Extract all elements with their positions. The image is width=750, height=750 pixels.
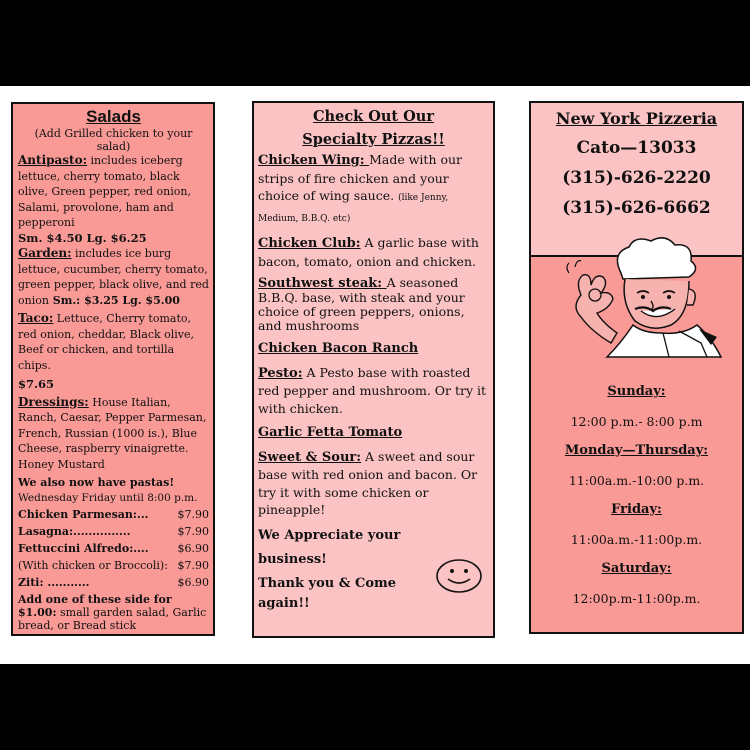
chicken-wing-item bbox=[258, 151, 489, 228]
hours-time: 12:00p.m-11:00p.m. bbox=[572, 591, 701, 606]
hours-day: Monday—Thursday: bbox=[564, 443, 709, 458]
city-zip: Cato—13033 bbox=[576, 138, 697, 158]
sweet-sour-label: Sweet & Sour: bbox=[258, 449, 362, 465]
garden-price: Sm.: $3.25 Lg. $5.00 bbox=[48, 293, 180, 307]
pasta-row bbox=[18, 557, 209, 574]
pasta-name: Fettuccini Alfredo:.... bbox=[18, 542, 149, 555]
taco-desc: Lettuce, Cherry tomato, red onion, cheddar, Black olive, Beef or chicken, and tortilla chips. bbox=[18, 312, 195, 372]
pasta-price: $6.90 bbox=[177, 576, 209, 589]
hours-day: Friday: bbox=[611, 502, 662, 517]
side-item bbox=[18, 593, 209, 632]
salads-title: Salads bbox=[86, 107, 141, 126]
pasta-price: $6.90 bbox=[177, 542, 209, 555]
pasta-days: Wednesday Friday until 8:00 p.m. bbox=[18, 491, 198, 504]
southwest-item bbox=[258, 276, 489, 333]
southwest-label: Southwest steak: bbox=[258, 276, 387, 291]
antipasto-item bbox=[18, 153, 209, 231]
dressings-item bbox=[18, 395, 209, 473]
bacon-ranch-label: Chicken Bacon Ranch bbox=[258, 341, 419, 356]
garden-label: Garden: bbox=[18, 246, 72, 260]
bacon-ranch-item bbox=[258, 339, 489, 358]
hours-time: 12:00 p.m.- 8:00 p.m bbox=[570, 414, 703, 429]
info-panel bbox=[529, 101, 744, 634]
restaurant-name: New York Pizzeria bbox=[555, 109, 718, 128]
pasta-row bbox=[18, 523, 209, 540]
pasta-name: Ziti: ........... bbox=[18, 576, 90, 589]
antipasto-desc: includes iceberg lettuce, cherry tomato, black olive, Green pepper, red onion, Salami, provolone, ham and pepperoni bbox=[18, 154, 191, 229]
pasta-name: Chicken Parmesan:... bbox=[18, 508, 149, 521]
pesto-item bbox=[258, 364, 489, 418]
salads-note: (Add Grilled chicken to your salad) bbox=[34, 127, 193, 153]
chicken-club-label: Chicken Club: bbox=[258, 236, 361, 251]
hours-day: Sunday: bbox=[607, 384, 666, 399]
appreciate-line-2: business! bbox=[258, 551, 327, 567]
pasta-price: $7.90 bbox=[177, 508, 209, 521]
taco-item bbox=[18, 311, 209, 373]
taco-label: Taco: bbox=[18, 311, 54, 325]
phone-2: (315)-626-6662 bbox=[562, 198, 711, 218]
garden-item bbox=[18, 246, 209, 308]
garlic-label: Garlic Fetta Tomato bbox=[258, 425, 403, 440]
hours-list bbox=[531, 383, 742, 619]
taco-price: $7.65 bbox=[18, 377, 55, 391]
hours-time: 11:00a.m.-10:00 p.m. bbox=[568, 473, 705, 488]
thanks-line-1: Thank you & Come bbox=[258, 575, 397, 591]
pasta-heading: We also now have pastas! bbox=[18, 476, 175, 489]
southwest-desc: A seasoned B.B.Q. base, with steak and your choice of green peppers, onions, and mushrooms bbox=[258, 275, 465, 333]
pasta-row bbox=[18, 506, 209, 523]
antipasto-price: Sm. $4.50 Lg. $6.25 bbox=[18, 230, 147, 245]
pesto-desc: A Pesto base with roasted red pepper and mushroom. Or try it with chicken. bbox=[258, 364, 487, 416]
specialty-title-2: Specialty Pizzas!! bbox=[302, 131, 445, 148]
side-label: Add one of these side for $1.00: bbox=[18, 593, 172, 619]
sweet-sour-item bbox=[258, 448, 489, 519]
menu-page bbox=[0, 86, 750, 664]
pasta-list bbox=[18, 506, 209, 591]
salads-panel bbox=[11, 102, 215, 636]
smiley-icon bbox=[435, 558, 483, 594]
sweet-sour-desc: A sweet and sour base with red onion and bacon. Or try it with some chicken or pineapple! bbox=[258, 448, 478, 517]
pesto-label: Pesto: bbox=[258, 365, 303, 381]
chicken-wing-desc: Made with our strips of fire chicken and your choice of wing sauce. bbox=[258, 152, 463, 203]
pasta-price: $7.90 bbox=[177, 525, 209, 538]
thanks-line-2: again!! bbox=[258, 595, 310, 611]
antipasto-label: Antipasto: bbox=[18, 153, 88, 167]
side-desc: small garden salad, Garlic bread, or Bread stick bbox=[18, 606, 207, 632]
chicken-club-desc: A garlic base with bacon, tomato, onion and chicken. bbox=[258, 235, 479, 269]
chicken-club-item bbox=[258, 234, 489, 270]
pasta-price: $7.90 bbox=[177, 559, 209, 572]
phone-1: (315)-626-2220 bbox=[562, 168, 711, 188]
chef-illustration bbox=[551, 233, 729, 361]
pasta-row bbox=[18, 574, 209, 591]
specialty-panel bbox=[252, 101, 495, 638]
dressings-label: Dressings: bbox=[18, 394, 89, 409]
garlic-item bbox=[258, 423, 489, 442]
pasta-name: (With chicken or Broccoli): bbox=[18, 559, 168, 572]
dressings-desc: House Italian, Ranch, Caesar, Pepper Parmesan, French, Russian (1000 is.), Blue Cheese, raspberry vinaigrette. Honey Mustard bbox=[18, 395, 207, 471]
chicken-wing-label: Chicken Wing: bbox=[258, 153, 370, 168]
hours-time: 11:00a.m.-11:00p.m. bbox=[570, 532, 703, 547]
garden-desc: includes ice burg lettuce, cucumber, cherry tomato, green pepper, black olive, and red onion bbox=[18, 247, 209, 307]
pasta-name: Lasagna:............... bbox=[18, 525, 131, 538]
chicken-wing-note: (like Jenny, Medium, B.B.Q. etc) bbox=[258, 193, 449, 224]
pasta-row bbox=[18, 540, 209, 557]
specialty-title-1: Check Out Our bbox=[313, 108, 434, 125]
appreciate-line-1: We Appreciate your bbox=[258, 527, 401, 543]
hours-day: Saturday: bbox=[601, 561, 672, 576]
